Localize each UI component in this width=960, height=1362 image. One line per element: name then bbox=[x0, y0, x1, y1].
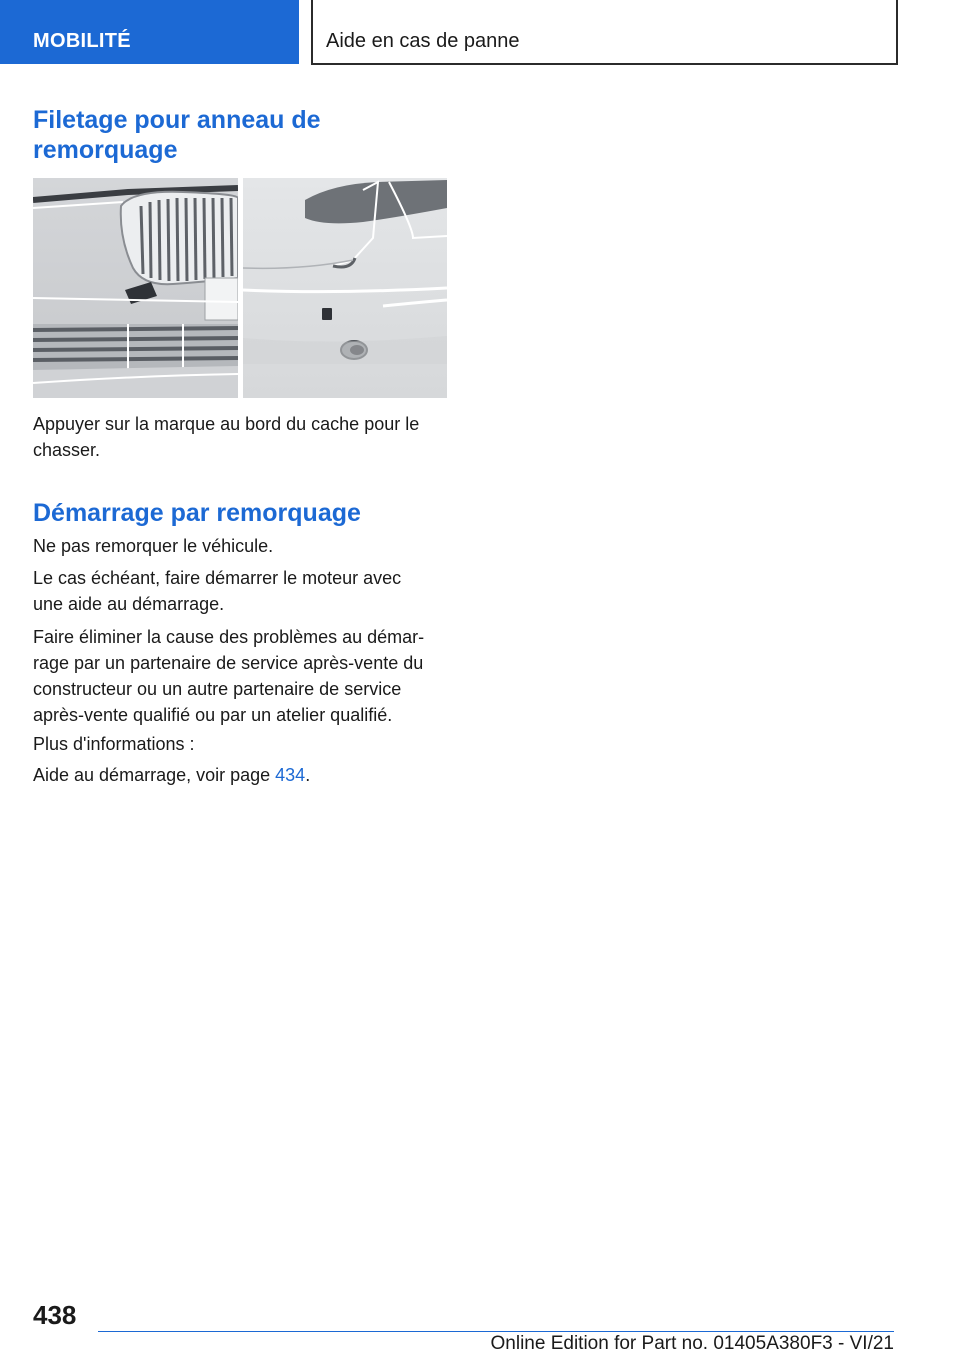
footer-rule bbox=[98, 1331, 894, 1332]
front-bumper-view bbox=[33, 178, 238, 398]
figure-caption bbox=[33, 411, 453, 463]
caption-line: chasser. bbox=[33, 440, 101, 460]
paragraph-jump-start bbox=[33, 565, 453, 617]
text-line: constructeur ou un autre partenaire de service bbox=[33, 679, 402, 699]
text-line: après-vente qualifié ou par un atelier qualifié. bbox=[33, 705, 393, 725]
title-line: Filetage pour anneau de bbox=[33, 106, 321, 134]
page-link[interactable]: 434 bbox=[275, 765, 306, 785]
text-line: rage par un partenaire de service après-vente du bbox=[33, 653, 424, 673]
title-line: remorquage bbox=[33, 136, 178, 164]
section-title-towing-thread bbox=[33, 105, 453, 165]
paragraph-no-towing: Ne pas remorquer le véhicule. bbox=[33, 536, 274, 556]
edition-footer: Online Edition for Part no. 01405A380F3 - VI/21 bbox=[490, 1333, 894, 1354]
paragraph-see-page bbox=[33, 762, 453, 788]
section-tab bbox=[0, 0, 299, 64]
section-title-tow-start: Démarrage par remorquage bbox=[33, 499, 361, 527]
see-page-end: . bbox=[305, 765, 311, 785]
text-line: une aide au démarrage. bbox=[33, 594, 225, 614]
text-line: Faire éliminer la cause des problèmes au démar- bbox=[33, 627, 425, 647]
paragraph-more-info: Plus d'informations : bbox=[33, 734, 195, 754]
caption-line: Appuyer sur la marque au bord du cache pour le bbox=[33, 414, 420, 434]
text-line: Le cas échéant, faire démarrer le moteur avec bbox=[33, 568, 402, 588]
chapter-label: Aide en cas de panne bbox=[326, 30, 520, 52]
rear-bumper-view bbox=[243, 178, 447, 398]
towing-eye-cover-illustration bbox=[33, 178, 447, 398]
page-number: 438 bbox=[33, 1300, 77, 1330]
paragraph-service bbox=[33, 624, 453, 728]
see-page-text: Aide au démarrage, voir page bbox=[33, 765, 276, 785]
section-label: MOBILITÉ bbox=[33, 30, 131, 52]
chapter-header bbox=[311, 0, 898, 65]
